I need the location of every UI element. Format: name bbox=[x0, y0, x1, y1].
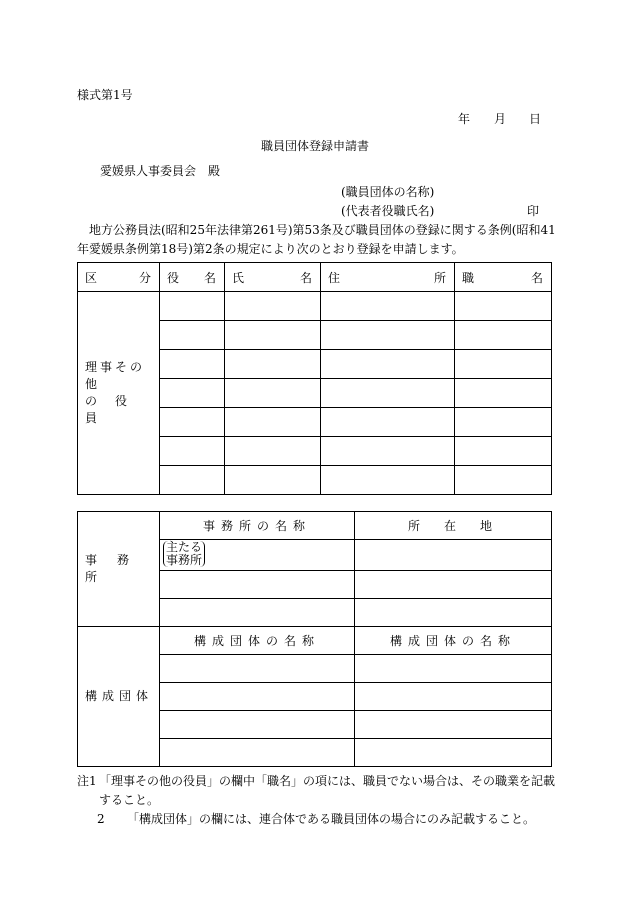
date-year-label: 年 bbox=[458, 112, 471, 126]
occupation-cell[interactable] bbox=[455, 292, 552, 321]
name-cell[interactable] bbox=[225, 292, 321, 321]
org-name-label: (職員団体の名称) bbox=[341, 185, 435, 199]
header-occupation: 職 名 bbox=[455, 263, 552, 292]
officers-row-label: 理事その他 の 役 員 bbox=[78, 292, 160, 495]
date-day-label: 日 bbox=[529, 112, 542, 126]
header-address: 住 所 bbox=[321, 263, 455, 292]
position-cell[interactable] bbox=[160, 350, 225, 379]
position-cell[interactable] bbox=[160, 466, 225, 495]
address-cell[interactable] bbox=[321, 379, 455, 408]
constituent-row-label: 構成団体 bbox=[78, 627, 160, 767]
address-cell[interactable] bbox=[321, 437, 455, 466]
seal-mark: 印 bbox=[527, 204, 540, 218]
note-number: 注1 bbox=[77, 774, 97, 788]
main-office-location-cell[interactable] bbox=[355, 540, 552, 571]
position-cell[interactable] bbox=[160, 321, 225, 350]
application-statement: 地方公務員法(昭和25年法律第261号)第53条及び職員団体の登録に関する条例(昭和41年愛媛県条例第18号)第2条の規定により次のとおり登録を申請します。 bbox=[77, 223, 556, 256]
office-table bbox=[77, 511, 552, 767]
form-number: 様式第1号 bbox=[77, 88, 133, 102]
header-category: 区 分 bbox=[78, 263, 160, 292]
constituent-name-cell[interactable] bbox=[160, 711, 355, 739]
location-cell[interactable] bbox=[355, 599, 552, 627]
address-cell[interactable] bbox=[321, 292, 455, 321]
header-position: 役 名 bbox=[160, 263, 225, 292]
constituent-name-cell[interactable] bbox=[160, 683, 355, 711]
occupation-cell[interactable] bbox=[455, 437, 552, 466]
officers-table bbox=[77, 262, 552, 495]
name-cell[interactable] bbox=[225, 437, 321, 466]
occupation-cell[interactable] bbox=[455, 321, 552, 350]
office-row-label: 事 務 所 bbox=[78, 512, 160, 627]
constituent-header-row bbox=[78, 627, 552, 655]
main-office-bracket: 主たる 事務所 bbox=[163, 541, 205, 567]
note-number: 2 bbox=[97, 812, 105, 826]
occupation-cell[interactable] bbox=[455, 379, 552, 408]
location-cell[interactable] bbox=[355, 571, 552, 599]
position-cell[interactable] bbox=[160, 437, 225, 466]
address-cell[interactable] bbox=[321, 466, 455, 495]
office-header-row bbox=[78, 512, 552, 540]
address-cell[interactable] bbox=[321, 408, 455, 437]
office-name-cell[interactable] bbox=[160, 599, 355, 627]
constituent-name-cell[interactable] bbox=[355, 655, 552, 683]
address-cell[interactable] bbox=[321, 321, 455, 350]
position-cell[interactable] bbox=[160, 379, 225, 408]
office-name-cell[interactable] bbox=[160, 571, 355, 599]
name-cell[interactable] bbox=[225, 379, 321, 408]
constituent-name-header-right: 構成団体の名称 bbox=[355, 627, 552, 655]
note-text: 「構成団体」の欄には、連合体である職員団体の場合にのみ記載すること。 bbox=[127, 812, 536, 826]
main-office-name-cell[interactable] bbox=[160, 540, 355, 571]
representative-label: (代表者役職氏名) bbox=[341, 204, 435, 218]
name-cell[interactable] bbox=[225, 466, 321, 495]
constituent-name-cell[interactable] bbox=[160, 739, 355, 767]
address-cell[interactable] bbox=[321, 350, 455, 379]
constituent-name-header-left: 構成団体の名称 bbox=[160, 627, 355, 655]
occupation-cell[interactable] bbox=[455, 466, 552, 495]
occupation-cell[interactable] bbox=[455, 350, 552, 379]
note-text: 「理事その他の役員」の欄中「職名」の項には、職員でない場合は、その職業を記載すること。 bbox=[99, 774, 556, 807]
office-name-header: 事務所の名称 bbox=[160, 512, 355, 540]
table-row bbox=[78, 292, 552, 321]
officers-header-row bbox=[78, 263, 552, 292]
location-header: 所 在 地 bbox=[355, 512, 552, 540]
header-name: 氏 名 bbox=[225, 263, 321, 292]
constituent-name-cell[interactable] bbox=[355, 683, 552, 711]
constituent-name-cell[interactable] bbox=[160, 655, 355, 683]
name-cell[interactable] bbox=[225, 350, 321, 379]
name-cell[interactable] bbox=[225, 321, 321, 350]
note-item bbox=[77, 772, 557, 810]
constituent-name-cell[interactable] bbox=[355, 711, 552, 739]
constituent-name-cell[interactable] bbox=[355, 739, 552, 767]
notes bbox=[77, 772, 557, 829]
addressee: 愛媛県人事委員会 殿 bbox=[100, 164, 221, 178]
document-title: 職員団体登録申請書 bbox=[260, 139, 369, 153]
position-cell[interactable] bbox=[160, 292, 225, 321]
occupation-cell[interactable] bbox=[455, 408, 552, 437]
date-month-label: 月 bbox=[494, 112, 507, 126]
position-cell[interactable] bbox=[160, 408, 225, 437]
note-item bbox=[77, 810, 557, 829]
name-cell[interactable] bbox=[225, 408, 321, 437]
